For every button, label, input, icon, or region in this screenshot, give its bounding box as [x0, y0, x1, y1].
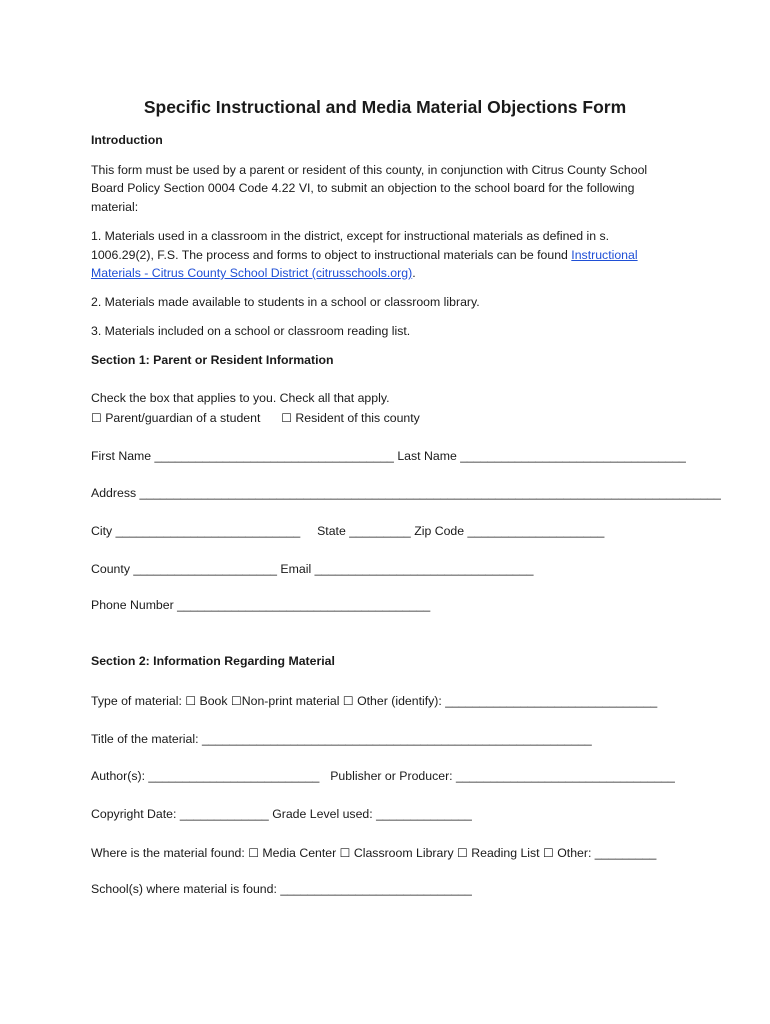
classroom-library-label: Classroom Library: [353, 846, 454, 860]
state-field[interactable]: State _________: [317, 524, 411, 538]
copyright-row: [91, 806, 472, 822]
media-center-checkbox[interactable]: ☐: [248, 846, 259, 860]
item-1-line-1: 1. Materials used in a classroom in the district, except for instructional materials as defined in s.: [91, 229, 610, 243]
author-row: [91, 768, 675, 784]
parent-option-label: Parent/guardian of a student: [105, 411, 261, 425]
book-label: Book: [199, 694, 228, 708]
material-title-field[interactable]: Title of the material: _________________________________________________________: [91, 732, 592, 746]
location-row: [91, 845, 656, 861]
non-print-label: Non-print material: [241, 694, 340, 708]
resident-option-label: Resident of this county: [295, 411, 420, 425]
classroom-library-checkbox[interactable]: ☐: [339, 846, 351, 860]
introduction-heading: Introduction: [91, 133, 163, 147]
resident-checkbox[interactable]: ☐: [281, 411, 292, 425]
other-location-checkbox[interactable]: ☐: [543, 846, 554, 860]
city-row: [91, 523, 604, 539]
item-1-line-2: [91, 247, 638, 263]
reading-list-checkbox[interactable]: ☐: [457, 846, 468, 860]
county-field[interactable]: County _____________________: [91, 562, 277, 576]
book-checkbox[interactable]: ☐: [185, 694, 197, 708]
item-1-line-3: [91, 265, 416, 281]
where-found-label: Where is the material found:: [91, 846, 245, 860]
publisher-field[interactable]: Publisher or Producer: ________________________________: [330, 769, 675, 783]
other-type-checkbox[interactable]: ☐: [342, 694, 354, 708]
intro-paragraph-line-1: This form must be used by a parent or resident of this county, in conjunction with Citrus County School: [91, 163, 648, 177]
section-1-instruction: Check the box that applies to you. Check all that apply.: [91, 391, 390, 405]
other-type-field[interactable]: Other (identify): _______________________________: [357, 694, 658, 708]
instructional-materials-link-part-1[interactable]: Instructional: [571, 248, 638, 262]
county-row: [91, 561, 533, 577]
item-3: 3. Materials included on a school or classroom reading list.: [91, 324, 411, 338]
address-field[interactable]: Address _____________________________________________________________________________________: [91, 486, 721, 500]
first-name-field[interactable]: First Name ___________________________________: [91, 449, 394, 463]
zip-code-field[interactable]: Zip Code ____________________: [414, 524, 605, 538]
applicant-type-options: [91, 410, 420, 426]
last-name-field[interactable]: Last Name _________________________________: [397, 449, 686, 463]
parent-checkbox[interactable]: ☐: [91, 411, 102, 425]
name-row: [91, 448, 686, 464]
other-location-field[interactable]: Other: _________: [557, 846, 657, 860]
instructional-materials-link-part-2[interactable]: Materials - Citrus County School District (citrusschools.org): [91, 266, 413, 280]
type-of-material-label: Type of material:: [91, 694, 182, 708]
material-type-row: [91, 693, 657, 709]
item-1-period: .: [412, 266, 416, 280]
copyright-date-field[interactable]: Copyright Date: _____________: [91, 807, 269, 821]
grade-level-field[interactable]: Grade Level used: ______________: [272, 807, 472, 821]
email-field[interactable]: Email ________________________________: [280, 562, 534, 576]
non-print-checkbox[interactable]: ☐: [230, 694, 242, 708]
authors-field[interactable]: Author(s): _________________________: [91, 769, 320, 783]
item-2: 2. Materials made available to students in a school or classroom library.: [91, 295, 480, 309]
section-1-heading: Section 1: Parent or Resident Information: [91, 353, 334, 367]
intro-paragraph-line-2: Board Policy Section 0004 Code 4.22 VI, to submit an objection to the school board for the following: [91, 181, 635, 195]
section-2-heading: Section 2: Information Regarding Material: [91, 654, 335, 668]
reading-list-label: Reading List: [471, 846, 540, 860]
city-field[interactable]: City ___________________________: [91, 524, 301, 538]
form-title: Specific Instructional and Media Material Objections Form: [143, 97, 627, 117]
phone-number-field[interactable]: Phone Number _____________________________________: [91, 598, 431, 612]
school-field[interactable]: School(s) where material is found: ____________________________: [91, 882, 472, 896]
media-center-label: Media Center: [262, 846, 337, 860]
item-1-text: 1006.29(2), F.S. The process and forms to object to instructional materials can be found: [91, 248, 572, 262]
intro-paragraph-line-3: material:: [91, 200, 139, 214]
